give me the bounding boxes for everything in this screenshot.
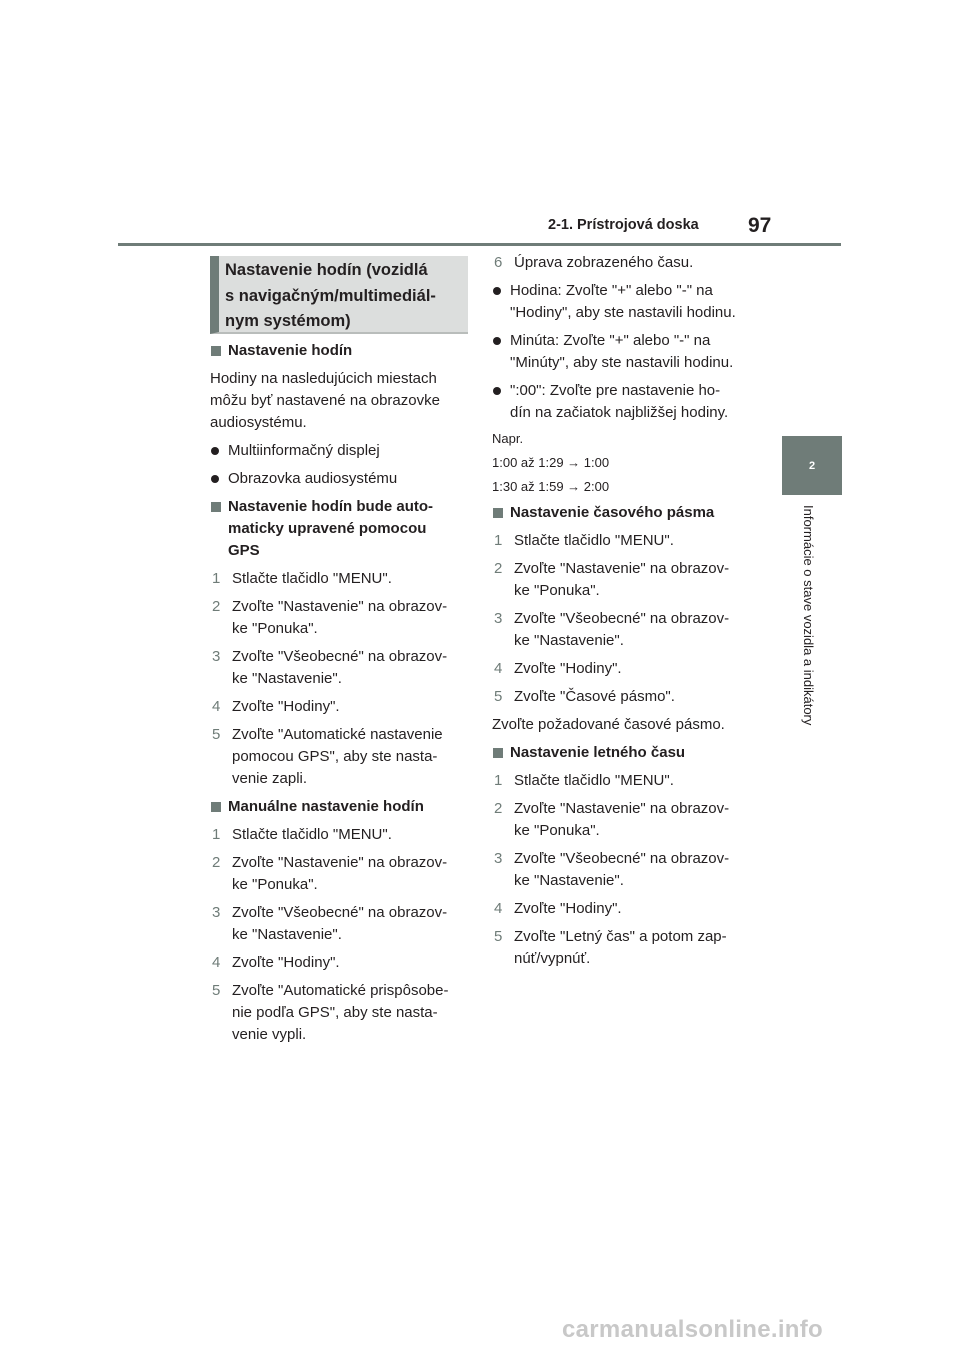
time-zone-paragraph: Zvoľte požadované časové pásmo.	[492, 716, 725, 733]
step-number: 6	[494, 254, 503, 271]
bullet-item: ":00": Zvoľte pre nastavenie ho- dín na začiatok najbližšej hodiny.	[492, 380, 754, 424]
step-item	[210, 646, 472, 690]
running-header: 2-1. Prístrojová doska	[548, 217, 699, 233]
step-text: Stlačte tlačidlo "MENU".	[232, 570, 392, 587]
step-item	[492, 798, 754, 842]
step-number: 4	[212, 698, 221, 715]
step-number: 1	[212, 826, 221, 843]
section-title-box	[210, 256, 468, 334]
step-text: Zvoľte "Časové pásmo".	[514, 688, 675, 705]
step-number: 1	[494, 772, 503, 789]
step-text: Stlačte tlačidlo "MENU".	[514, 772, 674, 789]
step-text: Zvoľte "Hodiny".	[232, 698, 340, 715]
step-item	[492, 686, 754, 708]
header-rule	[118, 243, 841, 246]
step-number: 2	[212, 854, 221, 871]
step-number: 5	[212, 982, 221, 999]
step-item	[492, 848, 754, 892]
step-text: Zvoľte "Všeobecné" na obrazov- ke "Nastavenie".	[514, 610, 730, 649]
bullet-item: Minúta: Zvoľte "+" alebo "-" na "Minúty", aby ste nastavili hodinu.	[492, 330, 754, 374]
step-item	[210, 724, 472, 790]
example-line: 1:00 až 1:29 → 1:00	[492, 455, 610, 470]
step-number: 5	[212, 726, 221, 743]
watermark: carmanualsonline.info	[562, 1316, 824, 1343]
step-item	[492, 608, 754, 652]
example-label: Napr.	[492, 431, 524, 446]
step-text: Zvoľte "Všeobecné" na obrazov- ke "Nastavenie".	[232, 648, 448, 687]
step-number: 4	[212, 954, 221, 971]
subheading-time-zone: Nastavenie časového pásma	[492, 502, 754, 524]
step-item	[492, 658, 754, 680]
step-number: 5	[494, 928, 503, 945]
step-number: 2	[494, 560, 503, 577]
intro-paragraph: Hodiny na nasledujúcich miestach môžu byť nastavené na obrazovke audiosystému.	[210, 370, 440, 431]
steps-manual	[210, 824, 472, 1046]
subheading-clock-setting: Nastavenie hodín	[210, 340, 472, 362]
steps-gps-auto	[210, 568, 472, 790]
subheading-gps-auto: Nastavenie hodín bude auto- maticky upravené pomocou GPS	[210, 496, 472, 562]
step-item	[210, 824, 472, 846]
step-text: Zvoľte "Všeobecné" na obrazov- ke "Nastavenie".	[514, 850, 730, 889]
step-item	[492, 558, 754, 602]
step-text: Úprava zobrazeného času.	[514, 254, 694, 271]
steps-summer-time	[492, 770, 754, 970]
bullet-item: Multiinformačný displej	[210, 440, 472, 462]
step-number: 3	[494, 610, 503, 627]
step-text: Zvoľte "Nastavenie" na obrazov- ke "Ponuka".	[514, 800, 730, 839]
step-item	[210, 568, 472, 590]
step-item	[210, 902, 472, 946]
step-text: Stlačte tlačidlo "MENU".	[232, 826, 392, 843]
step-number: 1	[212, 570, 221, 587]
step-number: 3	[212, 904, 221, 921]
chapter-tab: 2	[782, 436, 842, 495]
subheading-manual: Manuálne nastavenie hodín	[210, 796, 472, 818]
step-number: 3	[494, 850, 503, 867]
section-title: Nastavenie hodín (vozidlá s navigačným/multimediál- nym systémom)	[225, 261, 436, 330]
step-text: Zvoľte "Nastavenie" na obrazov- ke "Ponuka".	[232, 598, 448, 637]
step-number: 4	[494, 660, 503, 677]
step-item	[492, 926, 754, 970]
step-number: 1	[494, 532, 503, 549]
step-item	[210, 852, 472, 896]
step-number: 2	[212, 598, 221, 615]
bullet-item: Obrazovka audiosystému	[210, 468, 472, 490]
step-number: 5	[494, 688, 503, 705]
bullet-item: Hodina: Zvoľte "+" alebo "-" na "Hodiny", aby ste nastavili hodinu.	[492, 280, 754, 324]
step-text: Zvoľte "Nastavenie" na obrazov- ke "Ponuka".	[514, 560, 730, 599]
step-text: Zvoľte "Automatické nastavenie pomocou GPS", aby ste nasta- venie zapli.	[232, 726, 443, 787]
step-number: 3	[212, 648, 221, 665]
page-number: 97	[748, 214, 772, 237]
example-line: 1:30 až 1:59 → 2:00	[492, 479, 610, 494]
steps-time-zone	[492, 530, 754, 708]
step-item	[210, 952, 472, 974]
step-item	[492, 898, 754, 920]
step-item	[492, 770, 754, 792]
step-item	[492, 530, 754, 552]
step-item	[210, 696, 472, 718]
step-number: 4	[494, 900, 503, 917]
step-text: Stlačte tlačidlo "MENU".	[514, 532, 674, 549]
right-column	[492, 252, 754, 976]
chapter-side-title: Informácie o stave vozidla a indikátory	[801, 505, 816, 726]
subheading-summer-time: Nastavenie letného času	[492, 742, 754, 764]
step-item	[492, 252, 754, 274]
step-item	[210, 596, 472, 640]
step-text: Zvoľte "Nastavenie" na obrazov- ke "Ponuka".	[232, 854, 448, 893]
step-text: Zvoľte "Hodiny".	[514, 660, 622, 677]
step-text: Zvoľte "Všeobecné" na obrazov- ke "Nastavenie".	[232, 904, 448, 943]
step-item	[210, 980, 472, 1046]
step-text: Zvoľte "Letný čas" a potom zap- núť/vypnúť.	[514, 928, 727, 967]
step-text: Zvoľte "Hodiny".	[514, 900, 622, 917]
step-text: Zvoľte "Hodiny".	[232, 954, 340, 971]
left-column	[210, 340, 472, 1052]
step-number: 2	[494, 800, 503, 817]
step-text: Zvoľte "Automatické prispôsobe- nie podľa GPS", aby ste nasta- venie vypli.	[232, 982, 449, 1043]
